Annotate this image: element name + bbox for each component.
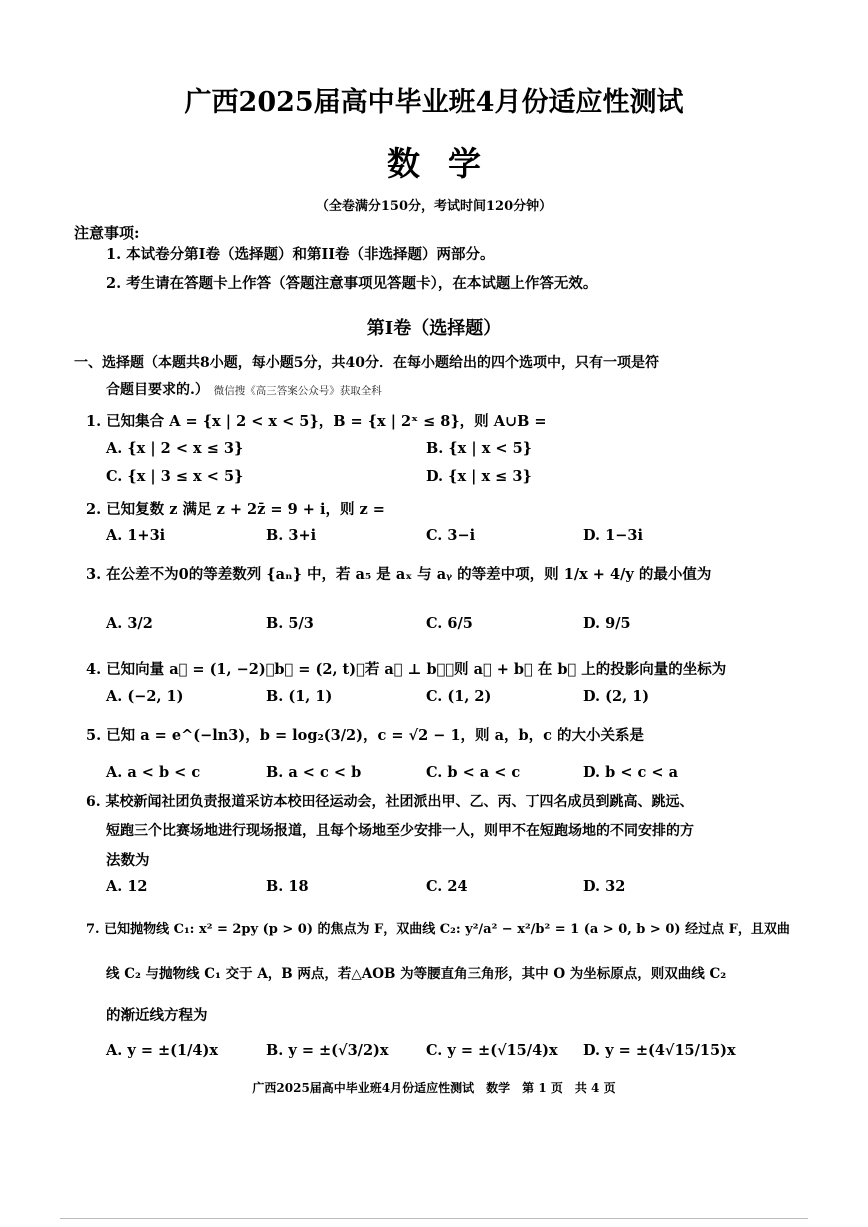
question-7-stem-line3: 的渐近线方程为 — [106, 1007, 208, 1024]
question-1-option-b: B. {x | x < 5} — [426, 440, 532, 457]
question-4-option-b: B. (1, 1) — [266, 688, 333, 705]
notice-item-2: 2. 考生请在答题卡上作答（答题注意事项见答题卡），在本试题上作答无效。 — [106, 275, 598, 292]
question-5-option-c: C. b < a < c — [426, 764, 521, 781]
question-2-option-c: C. 3−i — [426, 527, 476, 544]
question-4-option-a: A. (−2, 1) — [106, 688, 184, 705]
question-6-option-b: B. 18 — [266, 878, 309, 895]
question-3-option-a: A. 3/2 — [106, 615, 153, 632]
question-1-option-c: C. {x | 3 ≤ x < 5} — [106, 468, 244, 485]
question-6-option-d: D. 32 — [583, 878, 626, 895]
page-footer: 广西2025届高中毕业班4月份适应性测试 数学 第 1 页 共 4 页 — [252, 1081, 616, 1095]
question-7-option-b: B. y = ±(√3/2)x — [266, 1042, 389, 1059]
question-7-stem-line1: 7. 已知抛物线 C₁: x² = 2py (p > 0) 的焦点为 F，双曲线 C₂: y²/a² − x²/b² = 1 (a > 0, b > 0) 经过点 F，且双曲 — [86, 922, 790, 937]
section-instruction-line1: 一、选择题（本题共8小题，每小题5分，共40分．在每小题给出的四个选项中，只有一项是符 — [74, 355, 659, 371]
question-5-option-b: B. a < c < b — [266, 764, 362, 781]
question-2-option-d: D. 1−3i — [583, 527, 643, 544]
question-5-option-d: D. b < c < a — [583, 764, 679, 781]
question-4-stem: 4. 已知向量 a⃗ = (1, −2)，b⃗ = (2, t)，若 a⃗ ⊥ b⃗，则 a⃗ + b⃗ 在 b⃗ 上的投影向量的坐标为 — [86, 661, 727, 678]
watermark-note: 微信搜《高三答案公众号》获取全科 — [213, 385, 382, 397]
bottom-divider — [60, 1218, 808, 1219]
notice-item-1: 1. 本试卷分第I卷（选择题）和第II卷（非选择题）两部分。 — [106, 246, 495, 263]
question-6-stem-line2: 短跑三个比赛场地进行现场报道，且每个场地至少安排一人，则甲不在短跑场地的不同安排的方 — [106, 823, 694, 839]
question-1-stem: 1. 已知集合 A = {x | 2 < x < 5}，B = {x | 2ˣ ≤ 8}，则 A∪B = — [86, 413, 547, 430]
question-4-option-c: C. (1, 2) — [426, 688, 492, 705]
question-6-stem-line1: 6. 某校新闻社团负责报道采访本校田径运动会，社团派出甲、乙、丙、丁四名成员到跳高、跳远、 — [86, 794, 694, 810]
question-4-option-d: D. (2, 1) — [583, 688, 650, 705]
question-3-option-d: D. 9/5 — [583, 615, 631, 632]
question-2-stem: 2. 已知复数 z 满足 z + 2z̄ = 9 + i，则 z = — [86, 501, 385, 518]
question-6-stem-line3: 法数为 — [106, 852, 150, 869]
question-5-stem: 5. 已知 a = e^(−ln3)，b = log₂(3/2)，c = √2 − 1，则 a，b，c 的大小关系是 — [86, 727, 644, 744]
question-6-option-a: A. 12 — [106, 878, 148, 895]
exam-info: （全卷满分150分，考试时间120分钟） — [315, 199, 553, 214]
question-1-option-d: D. {x | x ≤ 3} — [426, 468, 532, 485]
question-2-option-b: B. 3+i — [266, 527, 317, 544]
question-6-option-c: C. 24 — [426, 878, 468, 895]
question-5-option-a: A. a < b < c — [106, 764, 201, 781]
page-title: 广西2025届高中毕业班4月份适应性测试 — [184, 87, 684, 118]
question-7-option-c: C. y = ±(√15/4)x — [426, 1042, 558, 1059]
part-title: 第I卷（选择题） — [366, 318, 502, 339]
subject-title: 数学 — [387, 144, 509, 183]
question-3-stem: 3. 在公差不为0的等差数列 {aₙ} 中，若 a₅ 是 aₓ 与 aᵧ 的等差中项，则 1/x + 4/y 的最小值为 — [86, 566, 712, 583]
section-instruction-line2 — [106, 379, 382, 399]
question-1-option-a: A. {x | 2 < x ≤ 3} — [106, 440, 244, 457]
question-2-option-a: A. 1+3i — [106, 527, 166, 544]
notice-heading: 注意事项: — [74, 224, 140, 242]
question-7-option-d: D. y = ±(4√15/15)x — [583, 1042, 736, 1059]
question-3-option-c: C. 6/5 — [426, 615, 473, 632]
question-7-option-a: A. y = ±(1/4)x — [106, 1042, 219, 1059]
section-instruction-text: 合题目要求的.） — [106, 382, 209, 398]
question-3-option-b: B. 5/3 — [266, 615, 314, 632]
question-7-stem-line2: 线 C₂ 与抛物线 C₁ 交于 A，B 两点，若△AOB 为等腰直角三角形，其中 O 为坐标原点，则双曲线 C₂ — [106, 966, 727, 982]
